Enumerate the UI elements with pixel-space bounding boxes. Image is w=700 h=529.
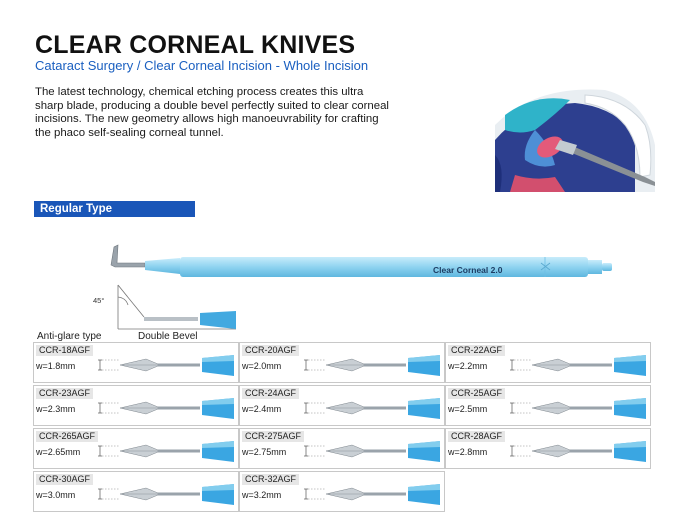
product-code: CCR-24AGF [242,388,299,399]
product-cell [239,428,445,469]
blade-icon [304,436,444,466]
angle-diagram [88,283,238,333]
product-cell [445,342,651,383]
product-width: w=2.5mm [448,404,488,414]
instrument-handle [105,243,620,287]
product-cell [239,385,445,426]
blade-icon [98,479,238,509]
product-width: w=2.3mm [36,404,76,414]
product-width: w=2.65mm [36,447,81,457]
blade-icon [304,479,444,509]
product-width: w=1.8mm [36,361,76,371]
product-code: CCR-20AGF [242,345,299,356]
product-code: CCR-18AGF [36,345,93,356]
anti-glare-label: Anti-glare type [37,331,102,342]
product-code: CCR-28AGF [448,431,505,442]
product-code: CCR-25AGF [448,388,505,399]
product-cell [33,428,239,469]
product-cell [445,385,651,426]
product-code: CCR-32AGF [242,474,299,485]
section-header-regular-type: Regular Type [34,201,195,217]
product-code: CCR-23AGF [36,388,93,399]
handle-text: Clear Corneal 2.0 [433,265,503,275]
product-cell [239,471,445,512]
blade-icon [510,436,650,466]
product-width: w=2.8mm [448,447,488,457]
blade-icon [98,393,238,423]
product-width: w=3.2mm [242,490,282,500]
product-width: w=3.0mm [36,490,76,500]
product-cell [33,342,239,383]
product-description: The latest technology, chemical etching process creates this ultra sharp blade, producing a double bevel perfectly suited to clear corneal incisions. The new geometry allows high manoeuvrability for crafting the phaco self-sealing corneal tunnel. [35,86,389,139]
blade-icon [98,350,238,380]
product-cell [33,471,239,512]
product-cell [239,342,445,383]
product-code: CCR-30AGF [36,474,93,485]
blade-icon [510,350,650,380]
page-subtitle: Cataract Surgery / Clear Corneal Incision - Whole Incision [35,58,369,73]
product-cell [445,428,651,469]
product-grid [33,342,654,512]
product-width: w=2.0mm [242,361,282,371]
product-width: w=2.2mm [448,361,488,371]
double-bevel-label: Double Bevel [138,331,198,342]
blade-icon [304,350,444,380]
page-title: CLEAR CORNEAL KNIVES [35,31,356,59]
product-cell [33,385,239,426]
blade-icon [98,436,238,466]
product-width: w=2.75mm [242,447,287,457]
product-width: w=2.4mm [242,404,282,414]
eye-incision-illustration [495,85,655,192]
product-code: CCR-22AGF [448,345,505,356]
product-code: CCR-275AGF [242,431,304,442]
blade-icon [304,393,444,423]
angle-label: 45° [93,296,105,305]
product-code: CCR-265AGF [36,431,98,442]
blade-icon [510,393,650,423]
